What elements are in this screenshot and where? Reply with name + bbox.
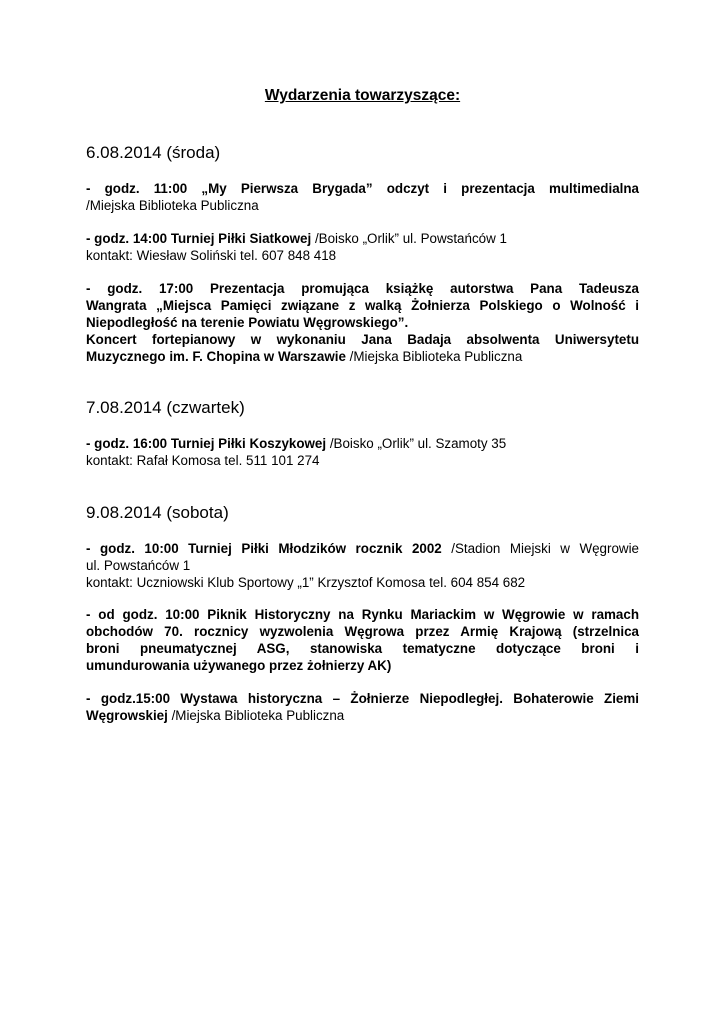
event-title-line: - godz.15:00 Wystawa historyczna – Żołnierze Niepodległej. Bohaterowie Ziemi [86,691,639,706]
event-title: - godz. 14:00 Turniej Piłki Siatkowej [86,231,312,246]
day-heading: 7.08.2014 (czwartek) [86,398,245,417]
event-title-line: Wangrata „Miejsca Pamięci związane z walką Żołnierza Polskiego o Wolność i [86,298,639,313]
event-item [86,280,639,365]
event-place: /Boisko „Orlik” ul. Powstańców 1 [311,231,507,246]
event-title: - godz. 11:00 „My Pierwsza Brygada” odczyt i prezentacja multimedialna [86,181,639,196]
event-title-line: - godz. 17:00 Prezentacja promująca książkę autorstwa Pana Tadeusza [86,281,639,296]
event-item [86,690,639,724]
event-title-line: Koncert fortepianowy w wykonaniu Jana Badaja absolwenta Uniwersytetu [86,332,639,347]
event-title-line: Niepodległość na terenie Powiatu Węgrowskiego”. [86,315,409,330]
day-heading [86,503,229,523]
event-contact: kontakt: Rafał Komosa tel. 511 101 274 [86,453,320,468]
event-place: /Boisko „Orlik” ul. Szamoty 35 [326,436,507,451]
event-place: /Stadion Miejski w Węgrowie [441,541,640,556]
event-title-line: Muzycznego im. F. Chopina w Warszawie [86,349,346,364]
event-place: /Miejska Biblioteka Publiczna [86,198,259,213]
event-contact: kontakt: Uczniowski Klub Sportowy „1” Krzysztof Komosa tel. 604 854 682 [86,575,526,590]
event-place: /Miejska Biblioteka Publiczna [167,708,345,723]
event-item [86,180,639,214]
day-date-close: ) [223,503,229,522]
event-place-line: ul. Powstańców 1 [86,558,191,573]
day-date: 9.08.2014 (sobota [86,503,224,522]
event-title-line: broni pneumatycznej ASG, stanowiska tematyczne dotyczące broni i [86,641,639,656]
event-title-line: Węgrowskiej [86,708,168,723]
event-title-line: obchodów 70. rocznicy wyzwolenia Węgrowa przez Armię Krajową (strzelnica [86,624,639,639]
event-place: /Miejska Biblioteka Publiczna [345,349,523,364]
event-item [86,435,639,469]
event-title: - godz. 10:00 Turniej Piłki Młodzików rocznik 2002 [86,541,442,556]
event-contact: kontakt: Wiesław Soliński tel. 607 848 418 [86,248,337,263]
day-heading: 6.08.2014 (środa) [86,143,221,162]
page-title: Wydarzenia towarzyszące: [264,87,461,104]
event-item [86,540,639,591]
event-item [86,606,639,674]
event-title: - godz. 16:00 Turniej Piłki Koszykowej [86,436,327,451]
event-title-line: umundurowania używanego przez żołnierzy AK) [86,658,392,673]
event-title-line: - od godz. 10:00 Piknik Historyczny na Rynku Mariackim w Węgrowie w ramach [86,607,639,622]
event-item [86,230,639,264]
